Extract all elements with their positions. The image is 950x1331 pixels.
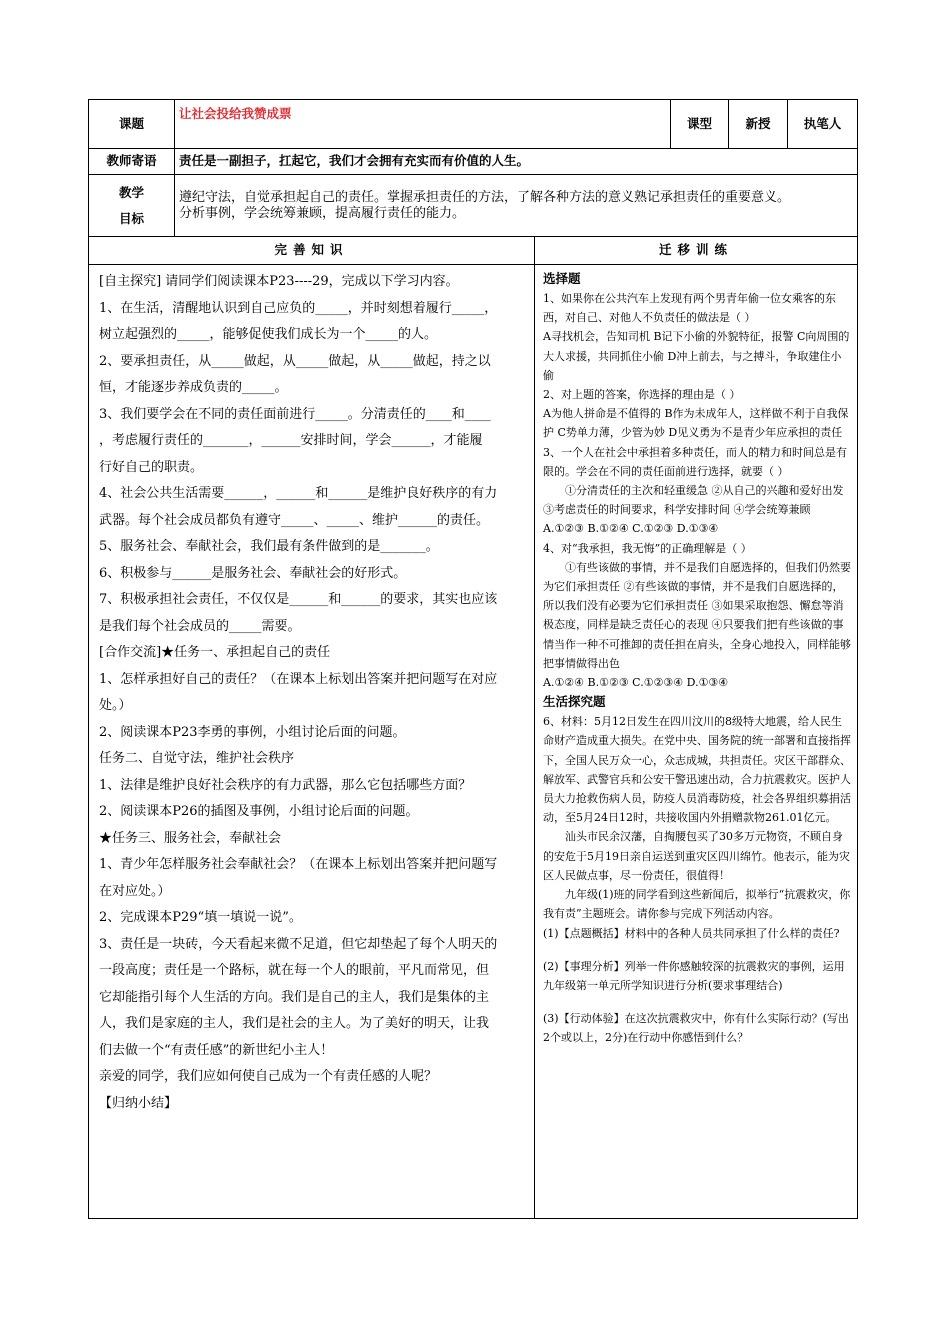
lesson-plan-table (88, 99, 858, 1219)
question-items: ①有些该做的事情，并不是我们自愿选择的，但我们仍然要为它们承担责任 ②有些该做的事情，并不是我们自愿选择的，所以我们没有必要为它们承担责任 ③如果采取抱怨、懈怠等消极态度，同样是缺乏责任心的表现 ④只要我们把有些该做的事情当作一种不可推卸的责任担在肩头，全身心地投入，同样能够把事情做得出色 (543, 560, 851, 670)
left-line: 处。） (99, 698, 132, 713)
goals-text (175, 175, 858, 237)
left-line: 7、积极承担社会责任，不仅仅是______和______的要求，其实也应该 (99, 592, 498, 607)
left-line: 行好自己的职责。 (99, 459, 204, 475)
goals-label-line1: 教学 (118, 184, 144, 200)
left-line: 【归纳小结】 (99, 1095, 178, 1111)
material-paragraph: 6、材料：5月12日发生在四川汶川的8级特大地震，给人民生命财产造成重大损失。在党中央、国务院的统一部署和直接指挥下，全国人民万众一心，众志成城，共担责任。灾区干部群众、解放军、武警官兵和公安干警迅速出动，合力抗震救灾。医护人员大力抢救伤病人员，防疫人员消毒防疫，社会各界组织募捐活动，至5月24日12时，共接收国内外捐赠款物261.01亿元。 (543, 715, 851, 825)
sub-question: (3)【行动体验】在这次抗震救灾中，你有什么实际行动？(写出2个或以上，2分)在行动中你感悟到什么？ (543, 1012, 849, 1045)
left-line: 在对应处。） (99, 883, 171, 899)
left-line: 1、怎样承担好自己的责任？（在课本上标划出答案并把问题写在对应 (99, 671, 498, 687)
left-line: 它却能指引每个人生活的方向。我们是自己的主人，我们是集体的主 (99, 989, 490, 1005)
left-line: 人，我们是家庭的主人，我们是社会的主人。为了美好的明天，让我 (99, 1016, 490, 1031)
question-text: 2、对上题的答案，你选择的理由是（ ） (543, 388, 741, 402)
left-line: 3、我们要学会在不同的责任面前进行_____。分清责任的____和____ (99, 406, 491, 422)
question-text: 4、对“我承担，我无悔”的正确理解是（ ） (543, 541, 752, 555)
author-label: 执笔人 (788, 100, 858, 149)
question-text: 1、如果你在公共汽车上发现有两个男青年偷一位女乘客的东西，对自己、对他人不负责任的做法是（ ） (543, 292, 836, 325)
left-line: 武器。每个社会成员都负有遵守_____、_____、维护______的责任。 (99, 512, 490, 528)
left-line: 树立起强烈的_____，能够促使我们成长为一个_____的人。 (99, 327, 438, 342)
material-paragraph: 九年级(1)班的同学看到这些新闻后，拟举行“抗震救灾，你我有责”主题班会。请你参与完成下列活动内容。 (543, 888, 851, 921)
left-line: 们去做一个“有责任感”的新世纪小主人！ (99, 1042, 334, 1058)
left-line: 3、责任是一块砖，今天看起来微不足道，但它却垫起了每个人明天的 (99, 936, 498, 952)
left-line: ，考虑履行责任的_______，______安排时间，学会______，才能履 (99, 433, 483, 448)
teacher-note-text: 责任是一副担子，扛起它，我们才会拥有充实而有价值的人生。 (175, 149, 858, 175)
exercise-column (535, 265, 858, 1219)
left-line: 1、在生活，清醒地认识到自己应负的_____，并时刻想着履行_____， (99, 300, 498, 316)
section-heading: 生活探究题 (543, 694, 606, 710)
left-line: 任务二、自觉守法，维护社会秩序 (99, 751, 295, 766)
section-heading: 选择题 (543, 271, 581, 286)
question-options: A为他人拼命是不值得的 B作为未成年人，这样做不利于自我保护 C势单力薄，少管为妙 D见义勇为不是青少年应承担的责任 (543, 407, 849, 440)
left-line: 2、完成课本P29“填一填说一说”。 (99, 910, 302, 925)
left-line: 2、阅读课本P26的插图及事例，小组讨论后面的问题。 (99, 804, 419, 819)
goals-label-line2: 目标 (118, 210, 144, 226)
question-text: 3、一个人在社会中承担着多种责任，而人的精力和时间总是有限的。学会在不同的责任面前进行选择，就要（ ） (543, 445, 847, 478)
right-column-header: 迁移训练 (535, 237, 858, 265)
goal-line: 遵纪守法，自觉承担起自己的责任。掌握承担责任的方法，了解各种方法的意义熟记承担责任的重要意义。 (179, 189, 791, 205)
left-column-header: 完善知识 (89, 237, 535, 265)
question-options: A.①②④ B.①②③ C.①②③④ D.①③④ (543, 676, 729, 690)
left-line: 恒，才能逐步养成负责的_____。 (99, 380, 288, 395)
left-line: 一段高度；责任是一个路标，就在每一个人的眼前，平凡而常见，但 (99, 963, 490, 978)
question-options: A寻找机会，告知司机 B记下小偷的外貌特征，报警 C向周围的大人求援，共同抓住小偷 D冲上前去，与之搏斗，争取建住小偷 (543, 330, 850, 382)
left-line: 1、法律是维护良好社会秩序的有力武器，那么它包括哪些方面？ (99, 777, 472, 793)
type-value: 新授 (729, 100, 788, 149)
goal-line: 分析事例，学会统筹兼顾，提高履行责任的能力。 (179, 205, 466, 221)
topic-label: 课题 (89, 100, 175, 149)
left-line: 亲爱的同学，我们应如何使自己成为一个有责任感的人呢？ (99, 1069, 438, 1084)
material-paragraph: 汕头市民余汉藩，自掏腰包买了30多万元物资，不顾自身的安危于5月19日亲自运送到重灾区四川绵竹。他表示，能为灾区人民做点事，尽一份责任，很值得！ (543, 830, 850, 882)
left-line: 是我们每个社会成员的_____需要。 (99, 618, 301, 634)
left-line: ★任务三、服务社会，奉献社会 (99, 830, 282, 846)
type-label: 课型 (671, 100, 729, 149)
goals-label (89, 175, 175, 237)
left-line: 2、要承担责任，从_____做起，从_____做起，从_____做起，持之以 (99, 353, 491, 369)
question-options: A.①②③ B.①②④ C.①②③ D.①③④ (543, 522, 719, 536)
left-line: [合作交流]★任务一、承担起自己的责任 (99, 645, 331, 660)
left-line: 5、服务社会、奉献社会，我们最有条件做到的是_______。 (99, 539, 439, 554)
teacher-note-label: 教师寄语 (89, 149, 175, 175)
sub-question: (2)【事理分析】列举一件你感触较深的抗震救灾的事例，运用九年级第一单元所学知识进行分析(要求事理结合) (543, 959, 845, 992)
left-line: 4、社会公共生活需要______，______和______是维护良好秩序的有力 (99, 486, 498, 501)
page-title: 让社会投给我赞成票 (175, 100, 671, 149)
question-items: ①分清责任的主次和轻重缓急 ②从自己的兴趣和爱好出发 ③考虑责任的时间要求，科学安排时间 ④学会统筹兼顾 (543, 484, 844, 517)
sub-question: (1)【点题概括】材料中的各种人员共同承担了什么样的责任? (543, 926, 840, 940)
left-line: [自主探究] 请同学们阅读课本P23----29，完成以下学习内容。 (99, 274, 459, 289)
left-line: 2、阅读课本P23李勇的事例，小组讨论后面的问题。 (99, 724, 406, 740)
knowledge-column (89, 265, 535, 1219)
left-line: 6、积极参与______是服务社会、奉献社会的好形式。 (99, 565, 407, 581)
left-line: 1、青少年怎样服务社会奉献社会？（在课本上标划出答案并把问题写 (99, 857, 498, 872)
